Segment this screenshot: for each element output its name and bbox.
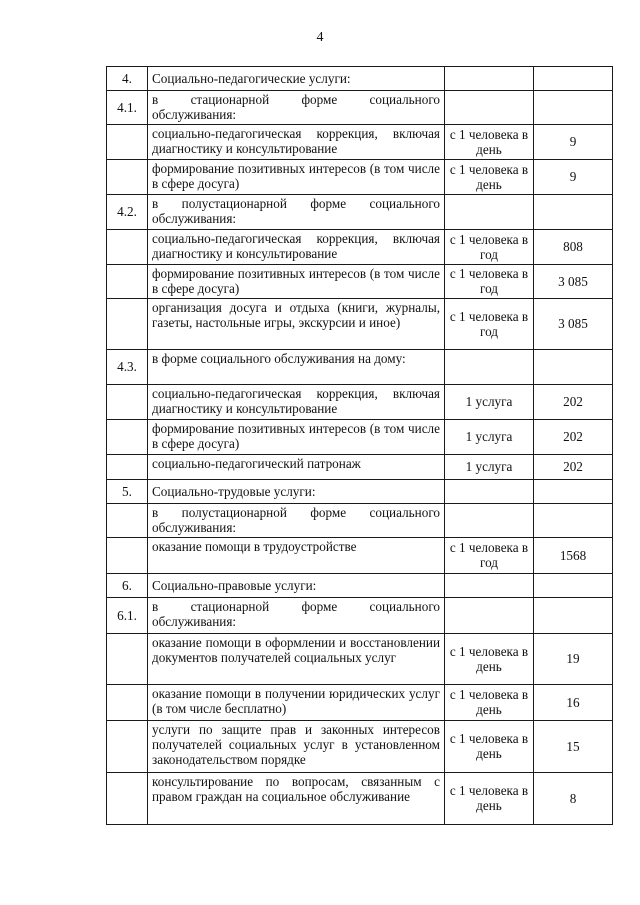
service-name-cell: в полустационарной форме социального обслуживания: (148, 195, 445, 230)
row-number-cell: 4.2. (107, 195, 148, 230)
service-row (107, 685, 613, 721)
unit-cell (445, 504, 534, 538)
service-row (107, 455, 613, 480)
row-number-cell (107, 125, 148, 160)
service-name-cell: в стационарной форме социального обслуживания: (148, 91, 445, 125)
service-name-cell: оказание помощи в трудоустройстве (148, 538, 445, 574)
unit-cell (445, 480, 534, 504)
value-cell: 3 085 (534, 265, 613, 299)
service-name-cell: в форме социального обслуживания на дому: (148, 350, 445, 385)
row-number-cell: 4.3. (107, 350, 148, 385)
row-number-cell (107, 685, 148, 721)
service-name-cell: социально-педагогическая коррекция, включая диагностику и консультирование (148, 125, 445, 160)
value-cell (534, 91, 613, 125)
service-row (107, 773, 613, 825)
service-name-cell: организация досуга и отдыха (книги, журналы, газеты, настольные игры, экскурсии и иное) (148, 299, 445, 350)
unit-cell: с 1 человека в год (445, 230, 534, 265)
services-table (106, 66, 613, 825)
unit-cell: с 1 человека в день (445, 125, 534, 160)
service-name-cell: Социально-трудовые услуги: (148, 480, 445, 504)
service-row (107, 420, 613, 455)
value-cell (534, 67, 613, 91)
service-row (107, 230, 613, 265)
unit-cell: с 1 человека в год (445, 538, 534, 574)
subsection-row (107, 350, 613, 385)
value-cell: 3 085 (534, 299, 613, 350)
row-number-cell (107, 420, 148, 455)
service-row (107, 160, 613, 195)
unit-cell: с 1 человека в день (445, 685, 534, 721)
row-number-cell (107, 455, 148, 480)
service-name-cell: социально-педагогический патронаж (148, 455, 445, 480)
unit-cell (445, 67, 534, 91)
row-number-cell: 5. (107, 480, 148, 504)
value-cell: 9 (534, 160, 613, 195)
unit-cell: 1 услуга (445, 385, 534, 420)
value-cell: 9 (534, 125, 613, 160)
service-name-cell: Социально-педагогические услуги: (148, 67, 445, 91)
service-name-cell: формирование позитивных интересов (в том числе в сфере досуга) (148, 265, 445, 299)
value-cell: 202 (534, 420, 613, 455)
section-row (107, 67, 613, 91)
row-number-cell: 4.1. (107, 91, 148, 125)
service-name-cell: услуги по защите прав и законных интересов получателей социальных услуг в установленном законодательством порядке (148, 721, 445, 773)
section-row (107, 574, 613, 598)
row-number-cell (107, 634, 148, 685)
value-cell: 202 (534, 385, 613, 420)
page-number: 4 (316, 30, 324, 45)
service-name-cell: формирование позитивных интересов (в том числе в сфере досуга) (148, 160, 445, 195)
value-cell (534, 480, 613, 504)
row-number-cell (107, 773, 148, 825)
service-name-cell: социально-педагогическая коррекция, включая диагностику и консультирование (148, 230, 445, 265)
row-number-cell: 6.1. (107, 598, 148, 634)
section-row (107, 480, 613, 504)
value-cell (534, 350, 613, 385)
row-number-cell (107, 230, 148, 265)
unit-cell (445, 574, 534, 598)
unit-cell: с 1 человека в год (445, 299, 534, 350)
row-number-cell (107, 160, 148, 195)
unit-cell: с 1 человека в год (445, 265, 534, 299)
service-row (107, 538, 613, 574)
service-name-cell: формирование позитивных интересов (в том числе в сфере досуга) (148, 420, 445, 455)
service-name-cell: оказание помощи в получении юридических услуг (в том числе бесплатно) (148, 685, 445, 721)
row-number-cell (107, 385, 148, 420)
service-name-cell: Социально-правовые услуги: (148, 574, 445, 598)
subsection-row (107, 504, 613, 538)
subsection-row (107, 195, 613, 230)
unit-cell: с 1 человека в день (445, 773, 534, 825)
unit-cell: с 1 человека в день (445, 721, 534, 773)
service-name-cell: оказание помощи в оформлении и восстановлении документов получателей социальных услуг (148, 634, 445, 685)
value-cell: 15 (534, 721, 613, 773)
value-cell: 8 (534, 773, 613, 825)
service-name-cell: консультирование по вопросам, связанным с правом граждан на социальное обслуживание (148, 773, 445, 825)
row-number-cell (107, 538, 148, 574)
value-cell: 808 (534, 230, 613, 265)
row-number-cell (107, 299, 148, 350)
subsection-row (107, 598, 613, 634)
service-name-cell: в стационарной форме социального обслуживания: (148, 598, 445, 634)
value-cell: 16 (534, 685, 613, 721)
value-cell: 202 (534, 455, 613, 480)
service-name-cell: социально-педагогическая коррекция, включая диагностику и консультирование (148, 385, 445, 420)
value-cell: 19 (534, 634, 613, 685)
service-row (107, 634, 613, 685)
service-name-cell: в полустационарной форме социального обслуживания: (148, 504, 445, 538)
unit-cell (445, 195, 534, 230)
unit-cell: с 1 человека в день (445, 634, 534, 685)
services-table-body (107, 67, 613, 825)
service-row (107, 265, 613, 299)
service-row (107, 125, 613, 160)
service-row (107, 299, 613, 350)
row-number-cell: 4. (107, 67, 148, 91)
service-row (107, 721, 613, 773)
value-cell (534, 504, 613, 538)
row-number-cell (107, 721, 148, 773)
value-cell (534, 195, 613, 230)
unit-cell (445, 598, 534, 634)
unit-cell (445, 91, 534, 125)
subsection-row (107, 91, 613, 125)
row-number-cell (107, 504, 148, 538)
unit-cell (445, 350, 534, 385)
service-row (107, 385, 613, 420)
value-cell (534, 598, 613, 634)
value-cell (534, 574, 613, 598)
row-number-cell (107, 265, 148, 299)
row-number-cell: 6. (107, 574, 148, 598)
value-cell: 1568 (534, 538, 613, 574)
unit-cell: с 1 человека в день (445, 160, 534, 195)
unit-cell: 1 услуга (445, 420, 534, 455)
unit-cell: 1 услуга (445, 455, 534, 480)
